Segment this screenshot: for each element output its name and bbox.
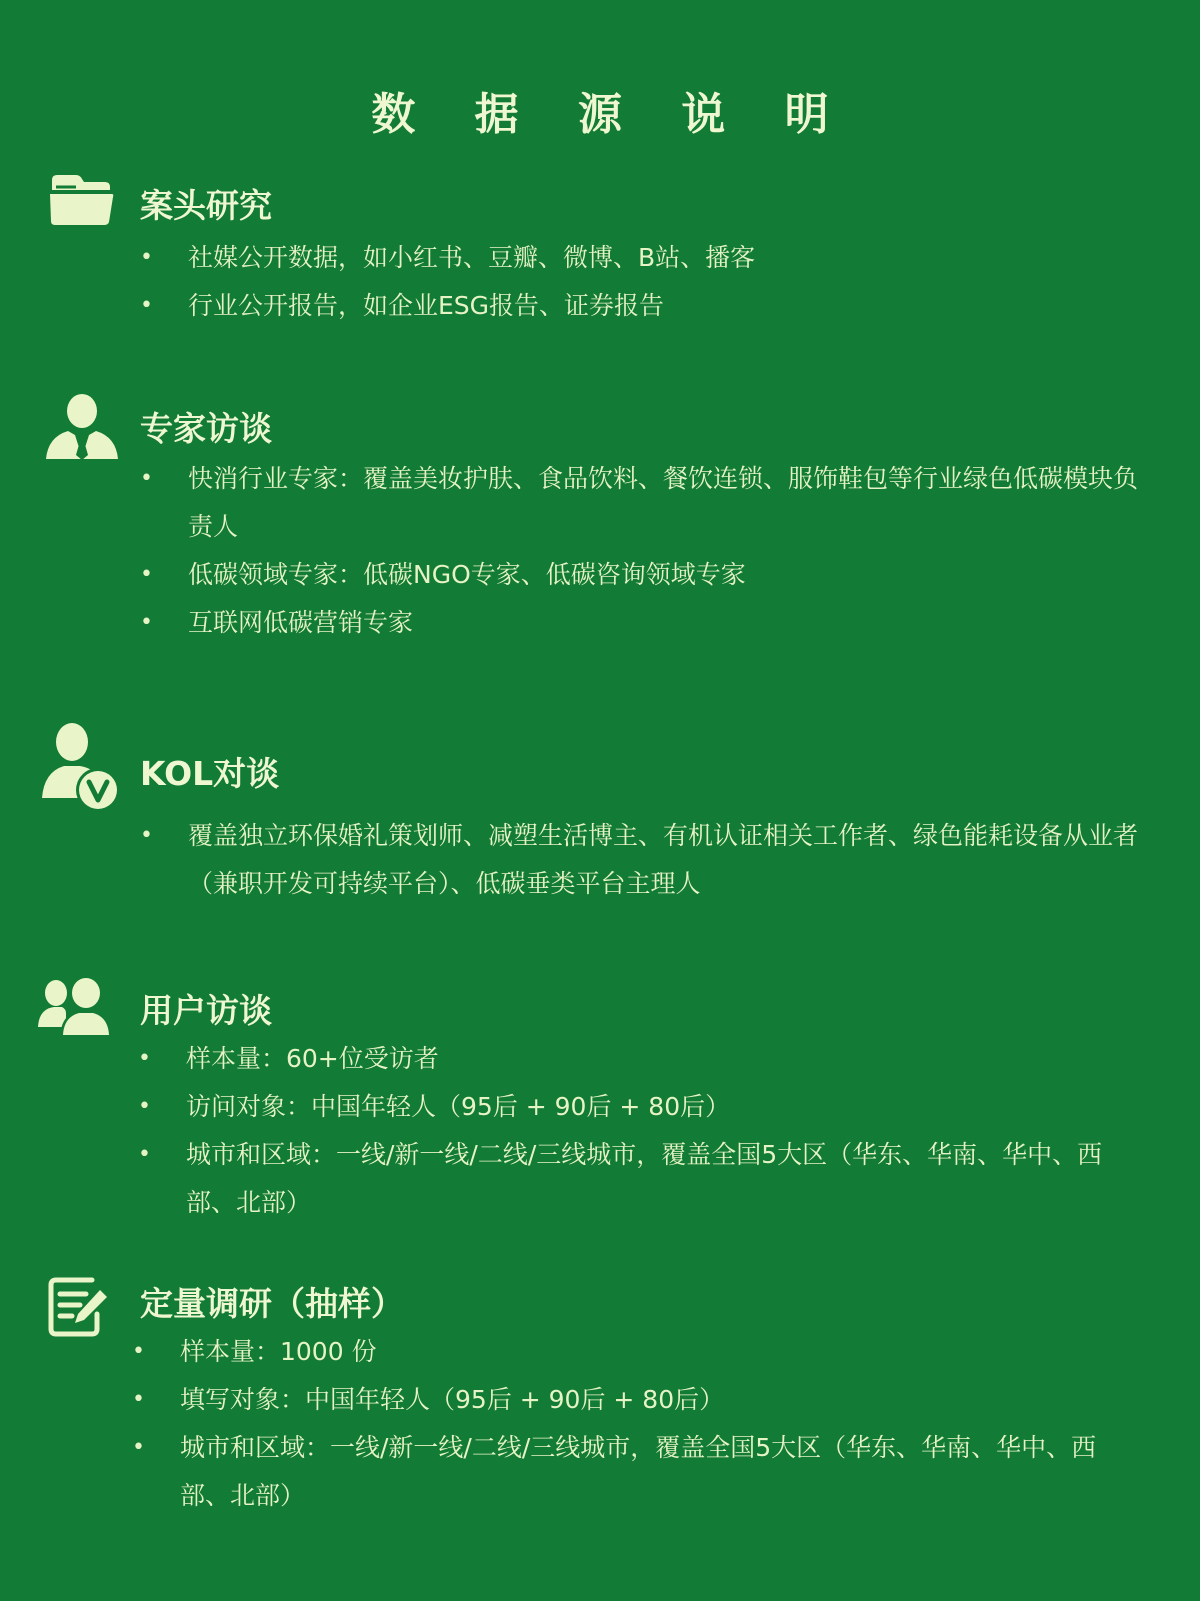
bullet: •	[132, 1435, 145, 1460]
item-list	[140, 455, 1139, 647]
bullet: •	[140, 245, 153, 270]
item-list	[140, 234, 1138, 330]
page-title: 数 据 源 说 明	[371, 89, 851, 140]
list-item: • 覆盖独立环保婚礼策划师、减塑生活博主、有机认证相关工作者、绿色能耗设备从业者（兼职开发可持续平台）、低碳垂类平台主理人	[188, 812, 1138, 908]
bullet: •	[138, 1046, 151, 1071]
expert-person-icon	[44, 393, 120, 463]
item-list	[132, 1328, 1146, 1520]
list-item: • 行业公开报告，如企业ESG报告、证券报告	[188, 282, 1138, 330]
list-item: • 低碳领域专家：低碳NGO专家、低碳咨询领域专家	[188, 551, 1138, 599]
list-item: • 样本量：1000 份	[180, 1328, 1146, 1376]
bullet: •	[140, 823, 153, 848]
bullet: •	[132, 1339, 145, 1364]
folder-icon	[46, 172, 116, 228]
survey-edit-icon	[46, 1274, 112, 1338]
list-item: • 互联网低碳营销专家	[188, 599, 1138, 647]
list-item: • 城市和区域：一线/新一线/二线/三线城市，覆盖全国5大区（华东、华南、华中、西部、北部）	[180, 1424, 1146, 1520]
section-title: 案头研究	[140, 186, 272, 225]
bullet: •	[140, 562, 153, 587]
list-item: • 快消行业专家：覆盖美妆护肤、食品饮料、餐饮连锁、服饰鞋包等行业绿色低碳模块负责人	[188, 455, 1138, 551]
bullet: •	[140, 610, 153, 635]
section-title: 用户访谈	[140, 991, 272, 1030]
list-item: • 样本量：60+位受访者	[186, 1035, 1146, 1083]
bullet: •	[140, 466, 153, 491]
section-title: 专家访谈	[140, 409, 272, 448]
bullet: •	[138, 1142, 151, 1167]
item-list	[140, 812, 1139, 908]
list-item: • 访问对象：中国年轻人（95后 + 90后 + 80后）	[186, 1083, 1146, 1131]
users-icon	[36, 977, 116, 1039]
list-item: • 填写对象：中国年轻人（95后 + 90后 + 80后）	[180, 1376, 1146, 1424]
item-list	[138, 1035, 1146, 1227]
list-item: • 城市和区域：一线/新一线/二线/三线城市，覆盖全国5大区（华东、华南、华中、西部、北部）	[186, 1131, 1146, 1227]
list-item: • 社媒公开数据，如小红书、豆瓣、微博、B站、播客	[188, 234, 1138, 282]
bullet: •	[140, 293, 153, 318]
section-title: KOL对谈	[140, 754, 280, 793]
section-title: 定量调研（抽样）	[140, 1284, 404, 1323]
verified-user-icon	[40, 722, 122, 812]
bullet: •	[132, 1387, 145, 1412]
bullet: •	[138, 1094, 151, 1119]
